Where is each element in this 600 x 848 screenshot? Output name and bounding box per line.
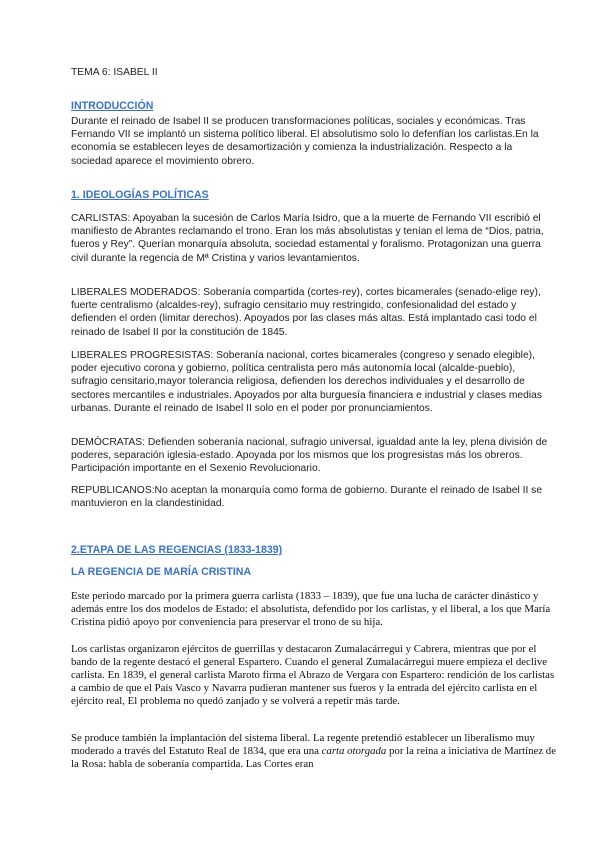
regencia-paragraph-2: Los carlistas organizaron ejércitos de guerrillas y destacaron Zumalacárregui y Cabrera, mientras que por el bando de la regente destacó el general Espartero. Cuando el general Zumalacárregui muere empieza el declive carlista. En 1839, el general carlista Maroto firma el Abrazo de Vergara con Espartero: rendición de los carlistas a cambio de que el País Vasco y Navarra pudieran mantener sus fueros y la entrada del ejército carlista en el ejército real, El problema no quedó zanjado y se volverá a repetir más tarde. — [71, 643, 555, 707]
regencia-p3-text-a: Se produce también la implantación del sistema liberal. La regente pretendió establecer un liberalismo muy moderado a través del Estatuto Real de 1834, que era una — [71, 732, 535, 757]
section-2-heading: 2.ETAPA DE LAS REGENCIAS (1833-1839) — [71, 544, 283, 556]
liberales-moderados-paragraph: LIBERALES MODERADOS: Soberanía compartida (cortes-rey), cortes bicamerales (senado-elige rey), fuerte centralismo (alcaldes-rey), sufragio censitario muy restringido, confesionalidad del estado y defienden el orden (limitar derechos). Apoyados por las clases más altas. Está implantado casi todo el reinado de Isabel II por la constitución de 1845. — [71, 287, 541, 338]
regencia-p3-text-b: por la reina a iniciativa de Martínez de la Rosa: habla de soberanía compartida. Las Cortes eran — [71, 744, 556, 770]
regencia-paragraph-1: Este periodo marcado por la primera guerra carlista (1833 – 1839), que fue una lucha de carácter dinástico y además entre los dos modelos de Estado: el absolutista, defendido por los carlistas, y el liberal, a los que María Cristina pidió apoyo por conveniencia para preservar el trono de su hija. — [71, 590, 551, 628]
intro-heading: INTRODUCCIÓN — [71, 100, 154, 112]
section-1-heading: 1. IDEOLOGÍAS POLÍTICAS — [71, 189, 209, 201]
carlistas-paragraph: CARLISTAS: Apoyaban la sucesión de Carlos María Isidro, que a la muerte de Fernando VII escribió el manifiesto de Abrantes reclamando el trono. Eran los más absolutistas y tenían el lema de “Dios, patria, fueros y Rey”. Querían monarquía absoluta, sociedad estamental y foralismo. Protagonizan una guerra civil durante la regencia de Mª Cristina y varios levantamientos. — [71, 213, 544, 264]
document-title: TEMA 6: ISABEL II — [71, 67, 158, 78]
regencia-paragraph-3 — [71, 732, 557, 771]
intro-paragraph: Durante el reinado de Isabel II se producen transformaciones políticas, sociales y económicas. Tras Fernando VII se implantó un sistema político liberal. El absolutismo solo lo defenfían los carlistas.En la economía se establecen leyes de desamortización y comienza la industrialización. Respecto a la sociedad aparece el movimiento obrero. — [71, 116, 539, 167]
democratas-paragraph: DEMÓCRATAS: Defienden soberanía nacional, sufragio universal, igualdad ante la ley, plena división de poderes, separación iglesia-estado. Apoyada por los mismos que los progresistas más los obreros. Participación importante en el Sexenio Revolucionario. — [71, 437, 548, 475]
carta-otorgada-emphasis: carta otorgada — [321, 744, 387, 757]
liberales-progresistas-paragraph: LIBERALES PROGRESISTAS: Soberanía nacional, cortes bicamerales (congreso y senado elegible), poder ejecutivo corona y gobierno, política centralista pero más autonomía local (alcalde-pueblo), sufragio censitario,mayor tolerancia religiosa, defienden los derechos individuales y el desarrollo de sectores mercantiles e industriales. Apoyados por alta burguesía financiera e industrial y clases medias urbanas. Durante el reinado de Isabel II solo en el poder por pronunciamientos. — [71, 350, 543, 414]
subsection-heading: LA REGENCIA DE MARÍA CRISTINA — [71, 566, 252, 578]
republicanos-paragraph: REPUBLICANOS:No aceptan la monarquía como forma de gobierno. Durante el reinado de Isabel II se mantuvieron en la clandestinidad. — [71, 485, 543, 510]
